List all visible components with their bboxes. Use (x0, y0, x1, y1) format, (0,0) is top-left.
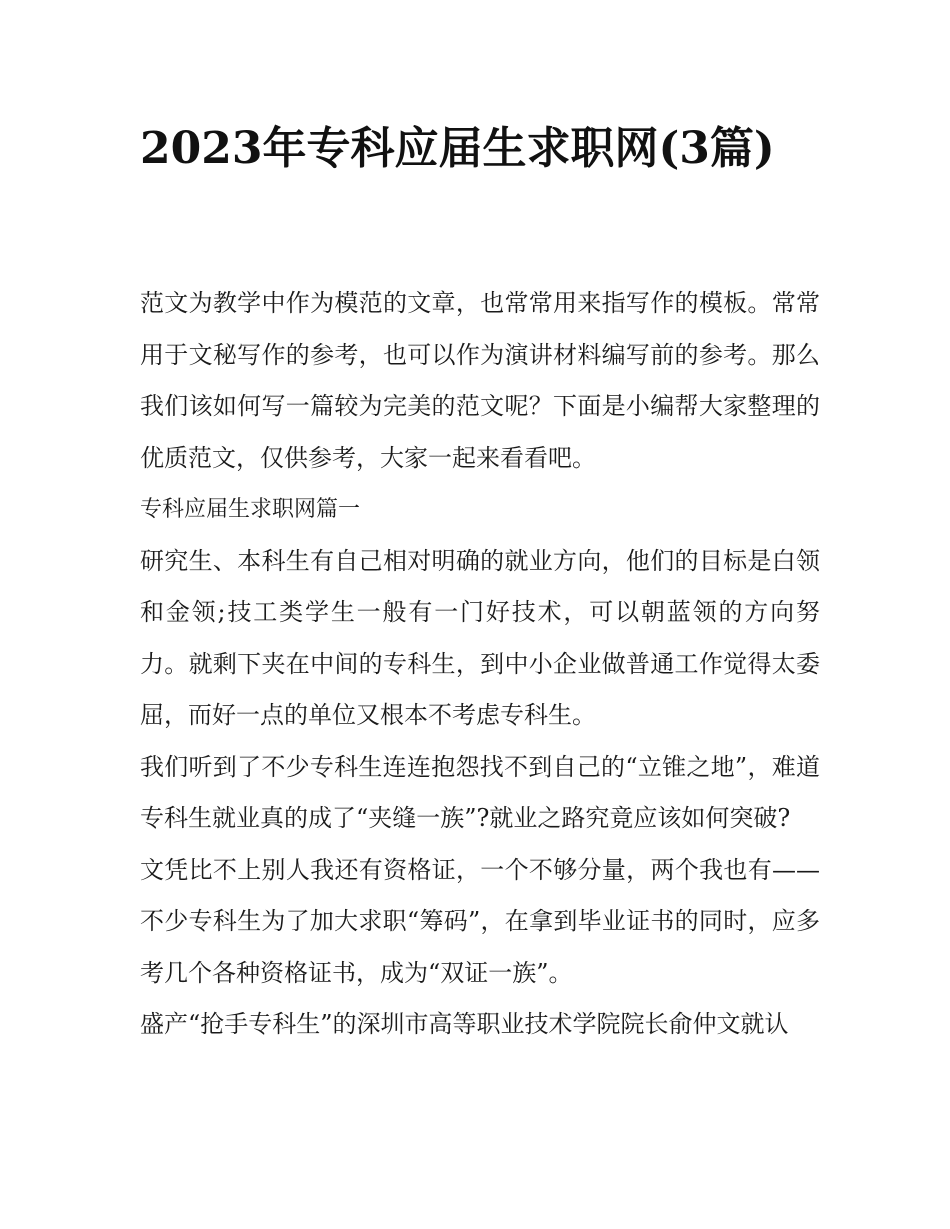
body-paragraph: 文凭比不上别人我还有资格证，一个不够分量，两个我也有——不少专科生为了加大求职“筹码”，在拿到毕业证书的同时，应多考几个各种资格证书，成为“双证一族”。 (140, 855, 820, 987)
body-paragraph: 盛产“抢手专科生”的深圳市高等职业技术学院院长俞仲文就认 (140, 1010, 789, 1038)
intro-paragraph: 范文为教学中作为模范的文章，也常常用来指写作的模板。常常用于文秘写作的参考，也可以作为演讲材料编写前的参考。那么我们该如何写一篇较为完美的范文呢？下面是小编帮大家整理的优质范文，仅供参考，大家一起来看看吧。 (140, 289, 820, 472)
document-title: 2023年专科应届生求职网(3篇) (140, 123, 775, 174)
section-heading: 专科应届生求职网篇一 (140, 497, 361, 522)
document-body (140, 278, 820, 1051)
body-paragraph: 研究生、本科生有自己相对明确的就业方向，他们的目标是白领和金领;技工类学生一般有一门好技术，可以朝蓝领的方向努力。就剩下夹在中间的专科生，到中小企业做普通工作觉得太委屈，而好一点的单位又根本不考虑专科生。 (140, 546, 820, 729)
body-paragraph: 我们听到了不少专科生连连抱怨找不到自己的“立锥之地”，难道专科生就业真的成了“夹缝一族”?就业之路究竟应该如何突破? (140, 752, 820, 832)
